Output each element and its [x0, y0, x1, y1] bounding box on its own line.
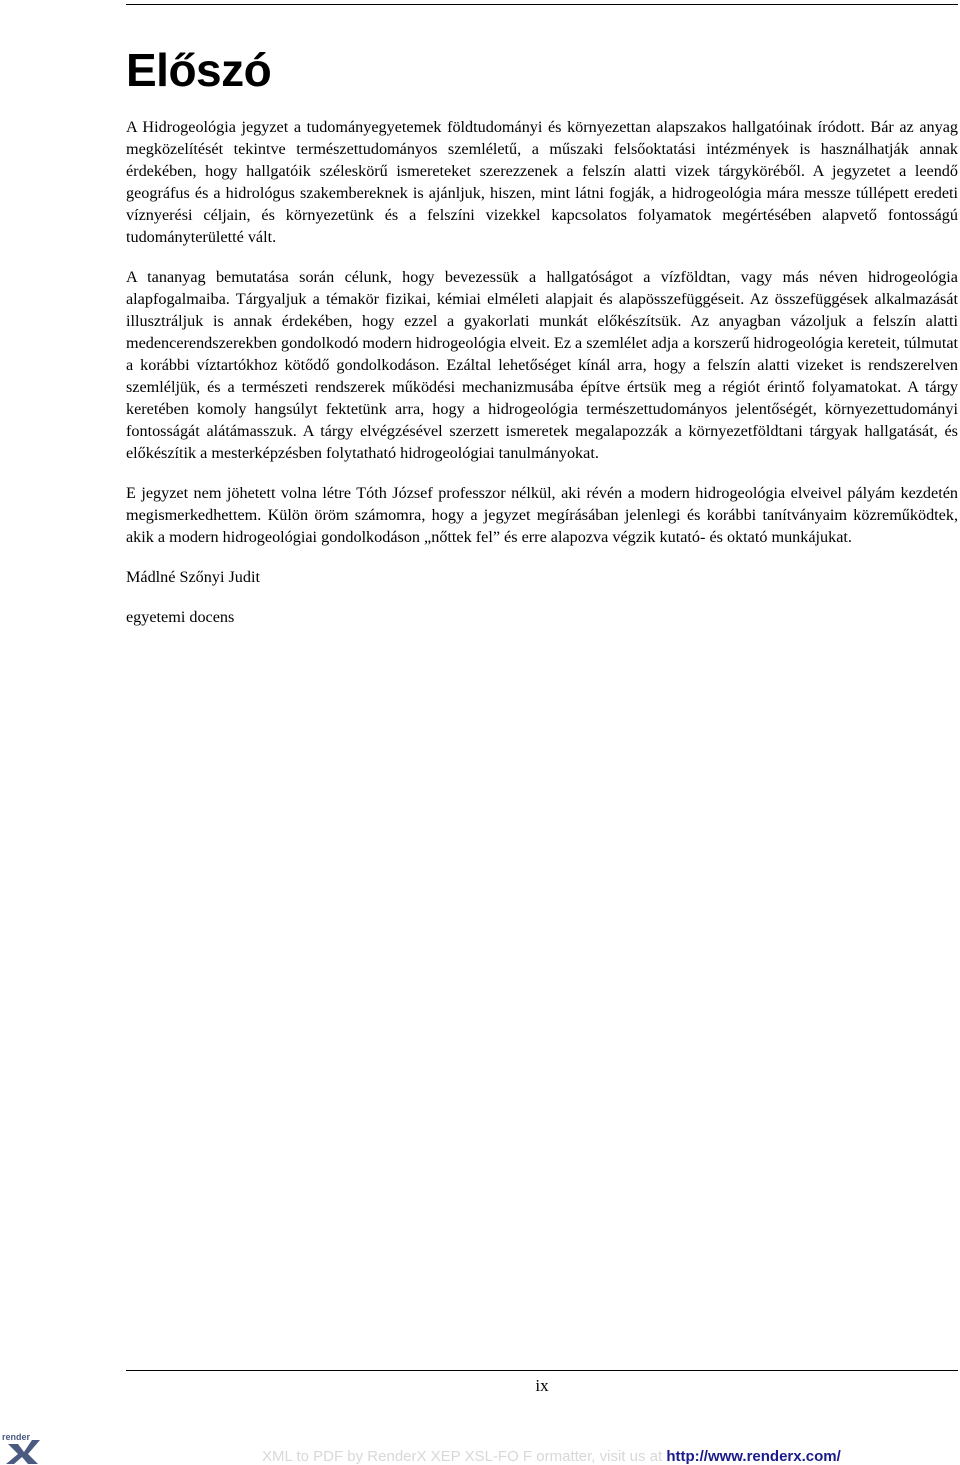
top-rule	[126, 4, 958, 5]
page-number: ix	[535, 1376, 549, 1395]
paragraph-2: A tananyag bemutatása során célunk, hogy bevezessük a hallgatóságot a vízföldtan, vagy más néven hidrogeológia alapfogalmaiba. Tárgyaljuk a témakör fizikai, kémiai elméleti alapjait és alapösszefüggéseit. Az összefüggések alkalmazását illusztráljuk is annak érdekében, hogy ezzel a gyakorlati munkát előkészítsük. Az anyagban vázoljuk a felszín alatti medencerendszerekben gondolkodó modern hidrogeológia elveit. Ez a szemlélet adja a korszerű hidrogeológia kereteit, túlmutat a korábbi víztartókhoz kötődő gondolkodáson. Ezáltal lehetőséget kínál arra, hogy a felszín alatti vizeket is rendszerelven szemléljük, és a természeti rendszerek működési mechanizmusába építve értsük meg a régiót érintő folyamatokat. A tárgy keretében komoly hangsúlyt fektetünk arra, hogy a hidrogeológia természettudományos jelentőségét, környezettudományi fontosságát alátámasszuk. A tárgy elvégzésével szerzett ismeretek megalapozzák a környezetföldtani tárgyak hallgatását, és előkészítik a mesterképzésben folytatható hidrogeológiai tanulmányokat.	[126, 268, 958, 462]
body-text	[126, 116, 958, 646]
bottom-rule	[126, 1370, 958, 1371]
author-name: Mádlné Szőnyi Judit	[126, 568, 260, 586]
paragraph-3: E jegyzet nem jöhetett volna létre Tóth József professzor nélkül, aki révén a modern hidrogeológia elveivel pályám kezdetén megismerkedhettem. Külön öröm számomra, hogy a jegyzet megírásában jelenlegi és korábbi tanítványaim közreműködtek, akik a modern hidrogeológiai gondolkodáson „nőttek fel” és erre alapozva végzik kutató- és oktató munkájukat.	[126, 484, 958, 546]
renderx-x-logo-icon	[2, 1432, 42, 1464]
footer-text: XML to PDF by RenderX XEP XSL-FO F ormatter, visit us at	[262, 1448, 667, 1465]
renderx-logo	[2, 1432, 42, 1464]
footer	[262, 1448, 841, 1465]
paragraph-1: A Hidrogeológia jegyzet a tudományegyetemek földtudományi és környezettan alapszakos hallgatóinak íródott. Bár az anyag megközelítését tekintve természettudományos szemléletű, a műszaki felsőoktatási intézmények is használhatják annak érdekében, hogy hallgatóik széleskörű ismereteket szerezzenek a felszín alatti vizek tárgyköréből. A jegyzetet a leendő geográfus és a hidrológus szakembereknek is ajánljuk, hiszen, mint látni fogják, a hidrogeológia mára messze túllépett eredeti víznyerési céljain, és környezetünk és a felszíni vizekkel kapcsolatos folyamatok megértésében alapvető fontosságú tudományterületté vált.	[126, 118, 958, 246]
footer-link[interactable]: http://www.renderx.com/	[666, 1448, 841, 1465]
logo-text: render	[2, 1432, 31, 1442]
page-title: Előszó	[126, 44, 272, 96]
author-role: egyetemi docens	[126, 608, 235, 626]
